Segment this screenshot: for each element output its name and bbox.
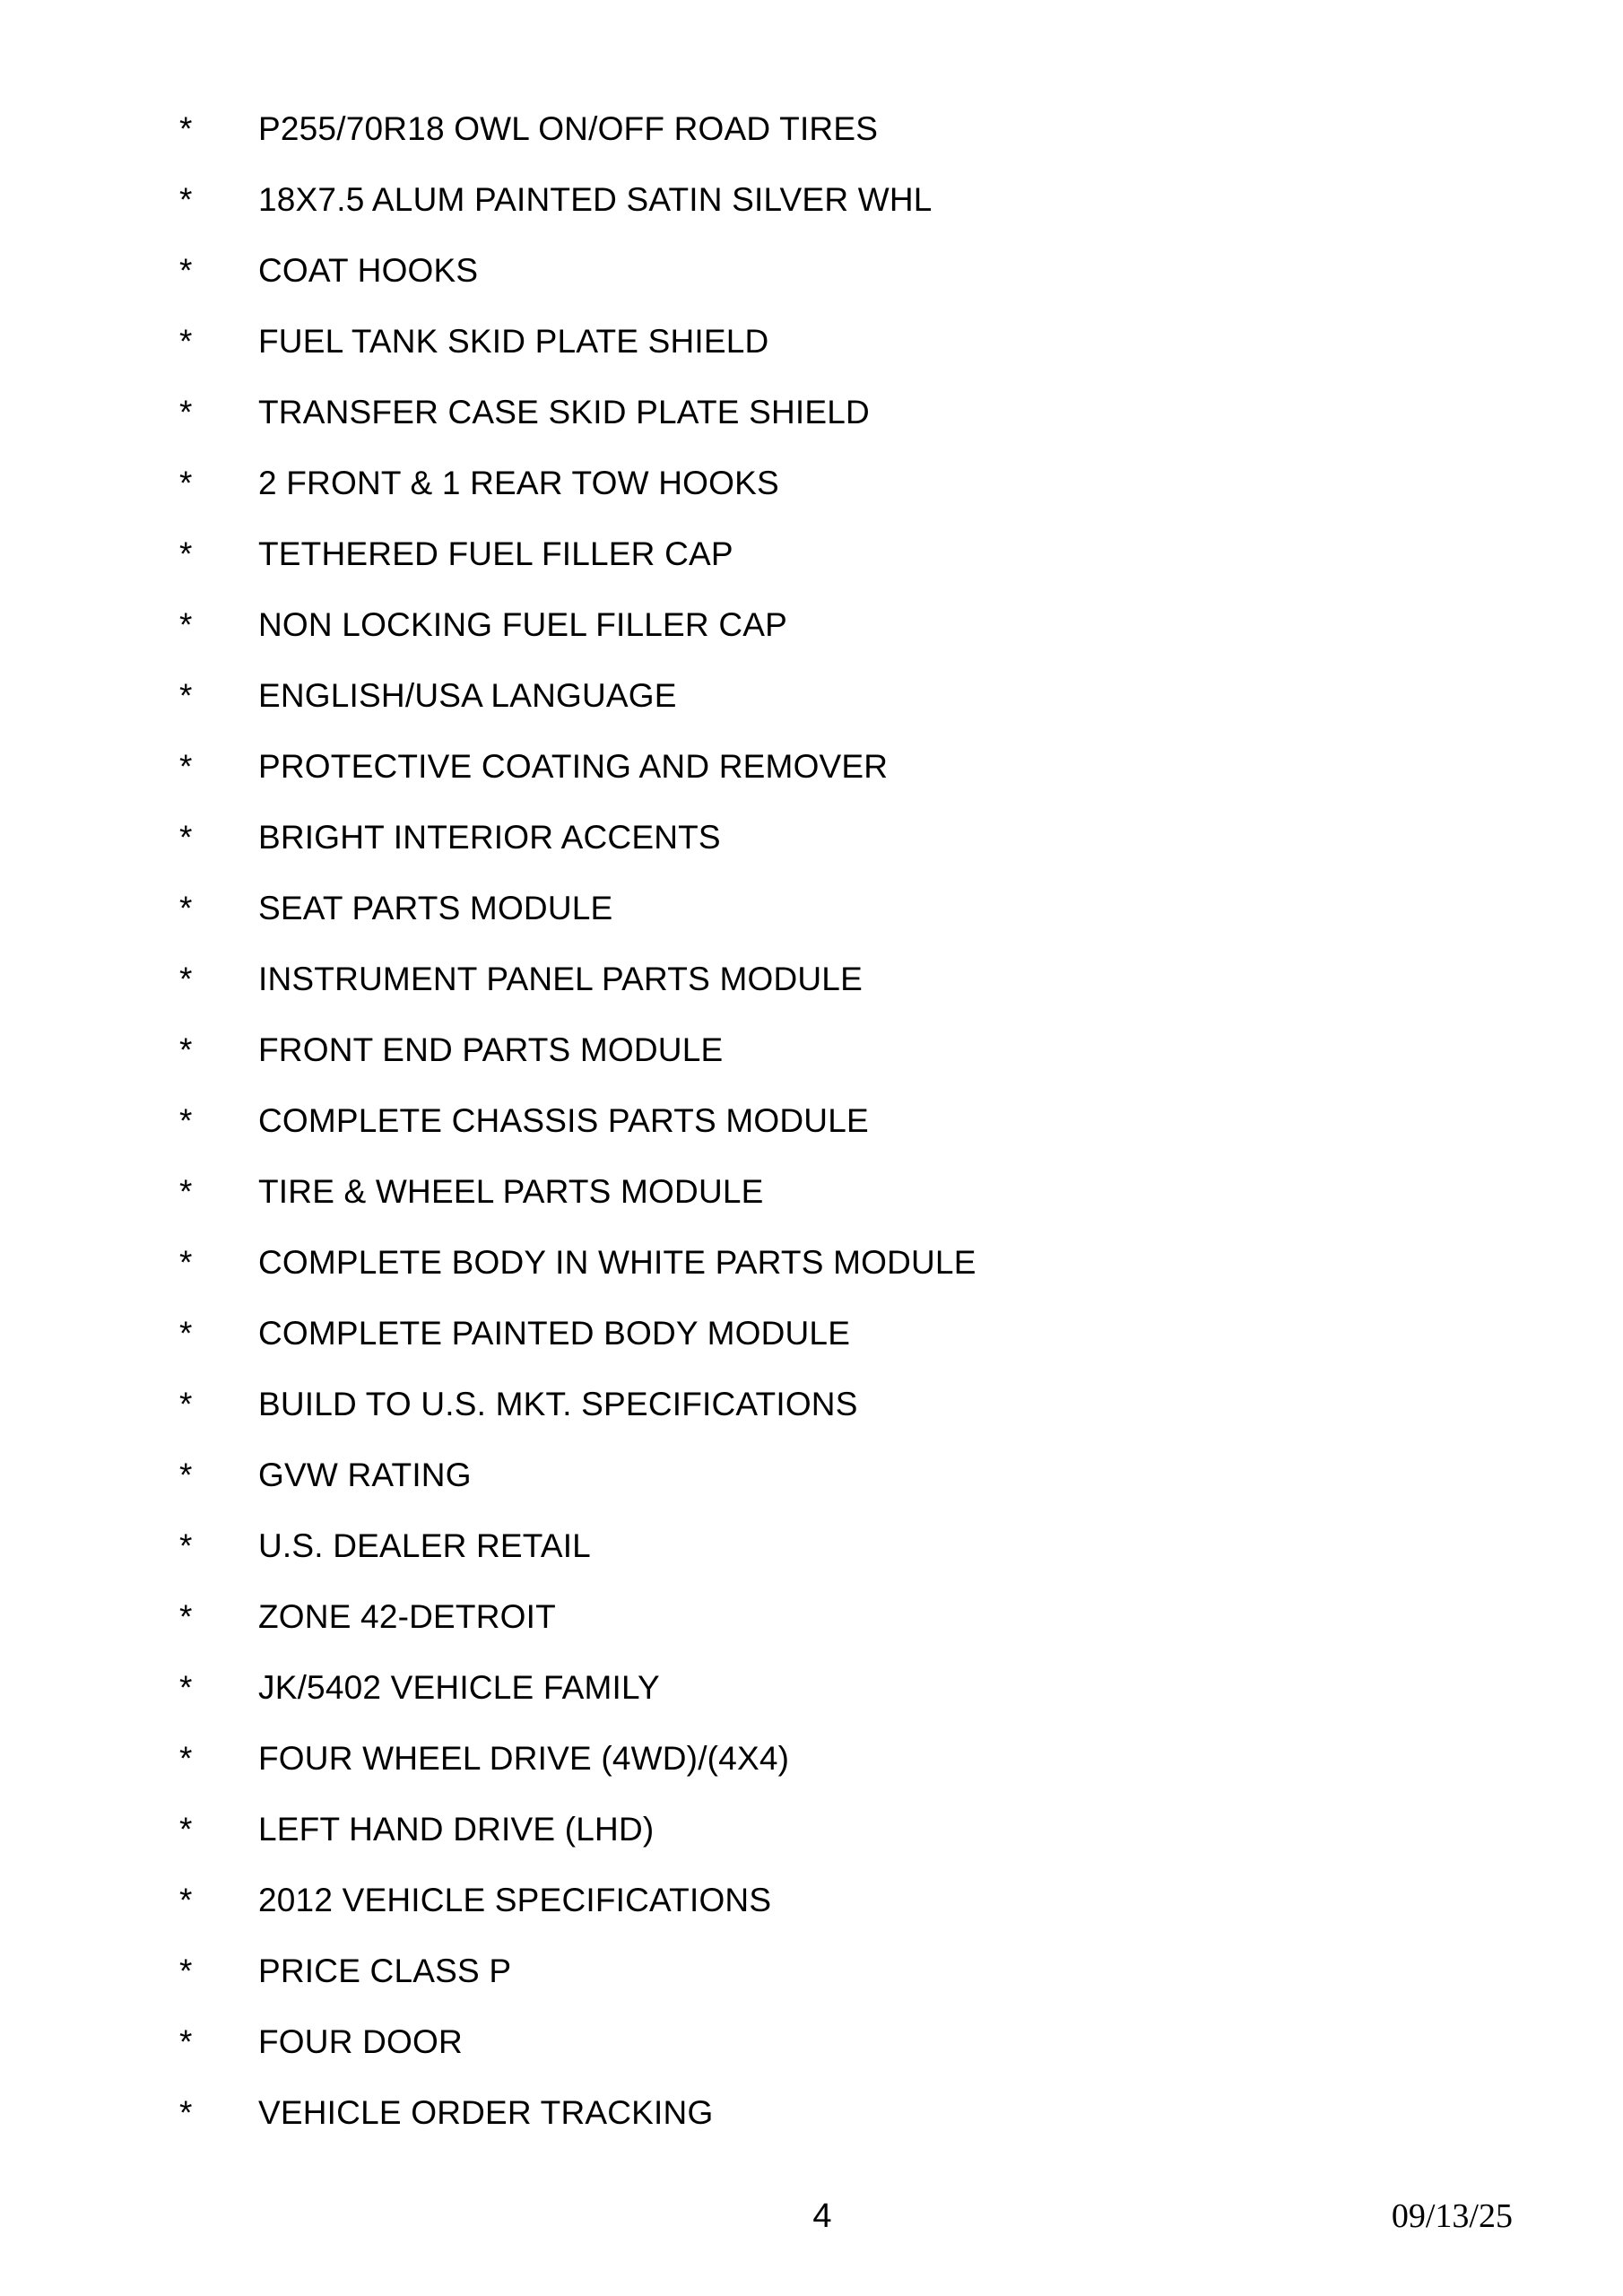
list-item-label: ENGLISH/USA LANGUAGE — [258, 677, 677, 714]
list-item — [0, 1369, 1623, 1439]
list-item — [0, 1652, 1623, 1723]
bullet-asterisk: * — [179, 181, 193, 218]
bullet-asterisk: * — [179, 1102, 193, 1139]
list-item — [0, 1581, 1623, 1652]
list-item-label: 2 FRONT & 1 REAR TOW HOOKS — [258, 465, 779, 501]
list-item — [0, 1298, 1623, 1369]
bullet-asterisk: * — [179, 2023, 193, 2060]
bullet-asterisk: * — [179, 1527, 193, 1564]
list-item-label: 2012 VEHICLE SPECIFICATIONS — [258, 1882, 772, 1918]
bullet-asterisk: * — [179, 323, 193, 360]
bullet-asterisk: * — [179, 1457, 193, 1493]
list-item — [0, 235, 1623, 306]
list-item — [0, 1439, 1623, 1510]
bullet-asterisk: * — [179, 110, 193, 147]
list-item-label: PRICE CLASS P — [258, 1952, 512, 1989]
list-item — [0, 873, 1623, 944]
bullet-asterisk: * — [179, 1244, 193, 1281]
bullet-asterisk: * — [179, 1598, 193, 1635]
bullet-asterisk: * — [179, 748, 193, 785]
list-item-label: COMPLETE CHASSIS PARTS MODULE — [258, 1102, 869, 1139]
bullet-asterisk: * — [179, 1952, 193, 1989]
bullet-asterisk: * — [179, 961, 193, 997]
list-item-label: U.S. DEALER RETAIL — [258, 1527, 591, 1564]
list-item — [0, 731, 1623, 802]
bullet-asterisk: * — [179, 606, 193, 643]
bullet-asterisk: * — [179, 1173, 193, 1210]
list-item — [0, 448, 1623, 518]
page-footer — [0, 2194, 1623, 2239]
list-item — [0, 1510, 1623, 1581]
list-item-label: ZONE 42-DETROIT — [258, 1598, 556, 1635]
bullet-asterisk: * — [179, 1811, 193, 1848]
list-item — [0, 1227, 1623, 1298]
equipment-list — [0, 93, 1623, 2148]
list-item-label: VEHICLE ORDER TRACKING — [258, 2094, 714, 2131]
list-item-label: FRONT END PARTS MODULE — [258, 1031, 724, 1068]
list-item — [0, 377, 1623, 448]
list-item — [0, 1865, 1623, 1935]
list-item — [0, 518, 1623, 589]
page-number: 4 — [812, 2197, 832, 2235]
list-item — [0, 1014, 1623, 1085]
list-item-label: 18X7.5 ALUM PAINTED SATIN SILVER WHL — [258, 181, 933, 218]
list-item — [0, 2077, 1623, 2148]
bullet-asterisk: * — [179, 677, 193, 714]
bullet-asterisk: * — [179, 535, 193, 572]
list-item — [0, 944, 1623, 1014]
bullet-asterisk: * — [179, 1315, 193, 1352]
list-item-label: TETHERED FUEL FILLER CAP — [258, 535, 733, 572]
list-item-label: COAT HOOKS — [258, 252, 479, 289]
bullet-asterisk: * — [179, 465, 193, 501]
list-item-label: LEFT HAND DRIVE (LHD) — [258, 1811, 655, 1848]
bullet-asterisk: * — [179, 394, 193, 430]
list-item-label: FOUR DOOR — [258, 2023, 463, 2060]
list-item — [0, 802, 1623, 873]
list-item — [0, 306, 1623, 377]
list-item-label: BUILD TO U.S. MKT. SPECIFICATIONS — [258, 1386, 858, 1422]
list-item-label: GVW RATING — [258, 1457, 472, 1493]
list-item — [0, 93, 1623, 164]
bullet-asterisk: * — [179, 819, 193, 856]
list-item — [0, 1085, 1623, 1156]
bullet-asterisk: * — [179, 890, 193, 926]
list-item-label: COMPLETE BODY IN WHITE PARTS MODULE — [258, 1244, 976, 1281]
date: 09/13/25 — [1391, 2197, 1513, 2235]
bullet-asterisk: * — [179, 1386, 193, 1422]
list-item — [0, 1794, 1623, 1865]
list-item-label: FUEL TANK SKID PLATE SHIELD — [258, 323, 769, 360]
list-item — [0, 2006, 1623, 2077]
bullet-asterisk: * — [179, 1882, 193, 1918]
list-item-label: PROTECTIVE COATING AND REMOVER — [258, 748, 889, 785]
list-item-label: BRIGHT INTERIOR ACCENTS — [258, 819, 721, 856]
list-item-label: TIRE & WHEEL PARTS MODULE — [258, 1173, 764, 1210]
list-item-label: COMPLETE PAINTED BODY MODULE — [258, 1315, 851, 1352]
list-item-label: TRANSFER CASE SKID PLATE SHIELD — [258, 394, 870, 430]
list-item-label: NON LOCKING FUEL FILLER CAP — [258, 606, 787, 643]
list-item — [0, 660, 1623, 731]
bullet-asterisk: * — [179, 2094, 193, 2131]
list-item — [0, 1723, 1623, 1794]
list-item — [0, 164, 1623, 235]
bullet-asterisk: * — [179, 1740, 193, 1777]
list-item-label: JK/5402 VEHICLE FAMILY — [258, 1669, 660, 1706]
bullet-asterisk: * — [179, 1031, 193, 1068]
list-item — [0, 1156, 1623, 1227]
bullet-asterisk: * — [179, 1669, 193, 1706]
list-item-label: P255/70R18 OWL ON/OFF ROAD TIRES — [258, 110, 879, 147]
list-item — [0, 1935, 1623, 2006]
list-item-label: FOUR WHEEL DRIVE (4WD)/(4X4) — [258, 1740, 790, 1777]
bullet-asterisk: * — [179, 252, 193, 289]
list-item-label: INSTRUMENT PANEL PARTS MODULE — [258, 961, 863, 997]
list-item — [0, 589, 1623, 660]
list-item-label: SEAT PARTS MODULE — [258, 890, 613, 926]
